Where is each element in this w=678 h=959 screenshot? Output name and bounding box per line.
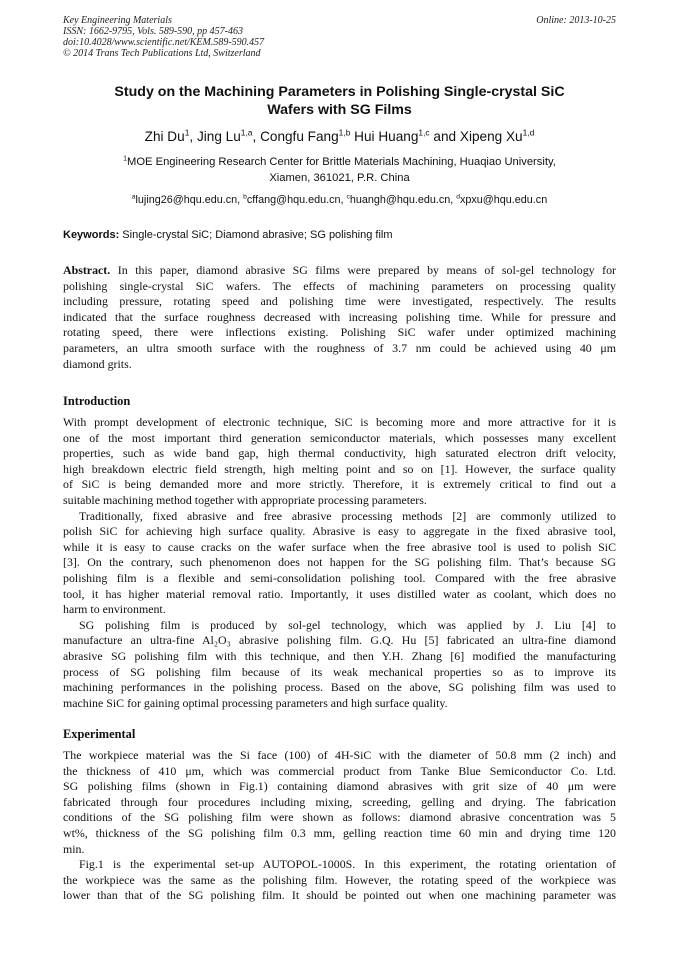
paragraph-line: one of the most important third generation semiconductor materials, which possesses many excellent: [63, 430, 616, 445]
email-mark: a: [131, 193, 136, 201]
doi-line: doi:10.4028/www.scientific.net/KEM.589-590.457: [63, 37, 265, 48]
author: [145, 129, 197, 144]
abstract: [63, 263, 616, 372]
author-separator: ,: [252, 129, 261, 144]
paragraph-line: while it is easy to cause cracks on the wafer surface when the free abrasive tool is used to polish SiC: [63, 539, 616, 554]
paragraph-line: suitable machining method together with appropriate processing parameters.: [63, 492, 427, 507]
paragraph-line: manufacture an ultra-fine Al₂O₃ abrasive polishing film. G.Q. Hu [5] fabricated an ultra-fine diamond: [63, 633, 616, 648]
paragraph-line: tool, it has higher material removal ratio. Importantly, it uses distilled water as coolant, which does no: [63, 586, 616, 601]
paragraph-line: process of SG polishing film because of its weak mechanical properties so as to improve its: [63, 664, 616, 679]
journal-name: Key Engineering Materials: [63, 15, 172, 26]
paragraph-line: the thickness of 410 μm, which was commercial product from Tanke Blue Semiconductor Co. Ltd.: [63, 763, 616, 778]
paragraph-line: Fig.1 is the experimental set-up AUTOPOL-1000S. In this experiment, the rotating orientation of: [79, 857, 616, 872]
paragraph-line: abrasive SG polishing film with this technique, and then Y.H. Zhang [6] modified the manufacturing: [63, 648, 616, 663]
section-heading: Experimental: [63, 727, 136, 741]
paragraph-line: polishing film is a flexible and semi-consolidation polishing tool. Compared with the free abrasive: [63, 570, 616, 585]
author-name: Xipeng Xu: [459, 129, 523, 144]
author-name: Hui Huang: [354, 129, 419, 144]
author: [354, 129, 460, 144]
introduction-body: [63, 415, 616, 711]
author: [260, 129, 354, 144]
paragraph-line: of SiC is being demanded more and more strictly. Therefore, it is extremely critical to find out a: [63, 477, 616, 492]
section-heading: Introduction: [63, 394, 131, 408]
author-list: [63, 128, 616, 145]
keywords: [63, 228, 616, 242]
paragraph-line: The workpiece material was the Si face (100) of 4H-SiC with the diameter of 50.8 mm (2 inch) and: [63, 748, 616, 762]
email-address: lujing26@hqu.edu.cn,: [135, 194, 244, 206]
author-separator: ,: [189, 129, 197, 144]
paragraph-line: properties, such as wide band gap, high thermal conductivity, high saturated electron drift velocity,: [63, 446, 616, 461]
paragraph-line: min.: [63, 841, 85, 856]
email-address: xpxu@hqu.edu.cn: [460, 194, 548, 206]
keywords-label: Keywords:: [63, 229, 120, 241]
author: [197, 129, 260, 144]
paragraph-line: lower than that of the SG polishing film. It should be pointed out when one machining parameter was: [63, 888, 616, 903]
title-line: Wafers with SG Films: [267, 101, 412, 118]
keywords-text: Single-crystal SiC; Diamond abrasive; SG polishing film: [119, 229, 393, 241]
author-affil-mark: 1,d: [522, 127, 535, 138]
paragraph-line: With prompt development of electronic technique, SiC is becoming more and more attractive for it is: [63, 415, 616, 429]
author-name: Zhi Du: [144, 129, 185, 144]
abstract-line: rotating speed, there were inflections existing. Polishing SiC wafer under optimized machining: [63, 325, 616, 340]
issn-line: ISSN: 1662-9795, Vols. 589-590, pp 457-463: [63, 26, 243, 37]
email: [243, 194, 346, 206]
author-separator: and: [429, 129, 460, 144]
email: [347, 194, 457, 206]
author-affil-mark: 1: [184, 127, 190, 138]
email-address: huangh@hqu.edu.cn,: [349, 194, 457, 206]
email-address: cffang@hqu.edu.cn,: [246, 194, 347, 206]
affiliation: [80, 155, 599, 186]
paragraph-line: wt%, thickness of the SG polishing film 0.3 mm, gelling reaction time 60 min and drying time 120: [63, 825, 616, 840]
abstract-text: In this paper, diamond abrasive SG films were prepared by means of sol-gel technology for: [110, 263, 616, 277]
affiliation-text: MOE Engineering Research Center for Brittle Materials Machining, Huaqiao University,: [127, 156, 556, 168]
paragraph-line: SG polishing films (shown in Fig.1) containing diamond abrasives with grit size of 40 μm were: [63, 779, 616, 794]
abstract-line: diamond grits.: [63, 356, 132, 371]
affiliation-line: [80, 155, 599, 171]
author-affil-mark: 1,b: [338, 127, 351, 138]
author-name: Congfu Fang: [260, 129, 339, 144]
paragraph-line: the workpiece was the same as the polishing film. However, the rotating speed of the workpiece was: [63, 872, 616, 887]
affiliation-line: Xiamen, 361021, P.R. China: [269, 171, 410, 184]
paragraph-line: conditions of the SG polishing film were shown as follows: diamond abrasive concentration was 5: [63, 810, 616, 825]
paragraph-line: [3]. On the contrary, such phenomenon does not happen for the SG polishing film. That’s because SG: [63, 555, 616, 570]
paragraph-line: harm to environment.: [63, 602, 166, 617]
email-list: [63, 193, 616, 207]
author-name: Jing Lu: [196, 129, 241, 144]
paragraph-line: fabricated through four procedures including mixing, screeding, gelling and drying. The fabrication: [63, 794, 616, 809]
email: [456, 194, 547, 206]
online-date: Online: 2013-10-25: [536, 15, 616, 26]
abstract-line: indicated that the surface roughness decreased with increasing polishing time. While for pressure and: [63, 309, 616, 324]
paragraph-line: high breakdown electric field strength, high melting point and so on [1]. However, the surface quality: [63, 461, 616, 476]
email-mark: b: [243, 193, 247, 201]
journal-info: [63, 15, 616, 59]
journal-header: [63, 15, 616, 59]
title-line: Study on the Machining Parameters in Polishing Single-crystal SiC: [114, 84, 565, 100]
abstract-label: Abstract.: [63, 263, 111, 277]
abstract-line: parameters, an ultra smooth surface with the roughness of 3.7 nm could be achieved using 40 μm: [63, 340, 616, 355]
experimental-body: [63, 748, 616, 904]
author-affil-mark: 1,c: [418, 127, 430, 138]
abstract-line: including pressure, rotating speed and polishing time were investigated, respectively. The results: [63, 294, 616, 309]
paragraph-line: machine SiC for gaining optimal processing parameters and high surface quality.: [63, 695, 448, 710]
copyright-line: © 2014 Trans Tech Publications Ltd, Switzerland: [63, 48, 261, 59]
author: [460, 129, 534, 144]
paragraph-line: Traditionally, fixed abrasive and free abrasive processing methods [2] are commonly utilized to: [79, 508, 616, 523]
paragraph-line: SG polishing film is produced by sol-gel technology, which was applied by J. Liu [4] to: [79, 617, 616, 632]
author-affil-mark: 1,a: [240, 127, 253, 138]
email: [132, 194, 243, 206]
paragraph-line: machining performances in the polishing process. Based on the above, SG polishing film was used to: [63, 680, 616, 695]
email-mark: d: [456, 193, 460, 201]
abstract-line: polishing single-crystal SiC wafers. The effects of machining parameters on processing quality: [63, 278, 616, 293]
paper-title: [63, 84, 616, 119]
affiliation-mark: 1: [123, 155, 128, 163]
paragraph-line: polish SiC for achieving high surface quality. Abrasive is easy to aggregate in the fixed abrasive tool,: [63, 524, 616, 539]
email-mark: c: [346, 193, 350, 201]
abstract-line: [63, 263, 616, 279]
